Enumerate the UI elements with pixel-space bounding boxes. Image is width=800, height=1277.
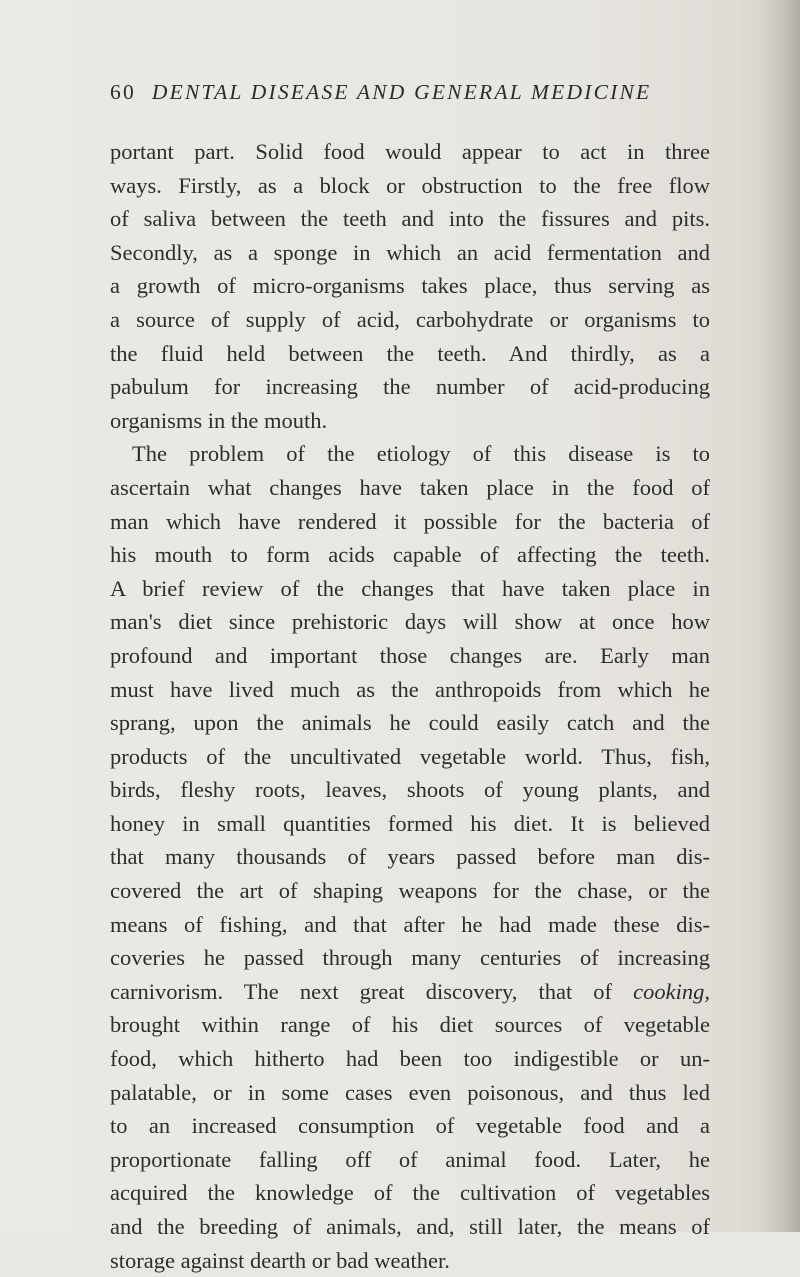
text-line: brought within range of his diet sources of vegetable <box>110 1012 710 1038</box>
text-fragment: carnivorism. The next great discovery, that of <box>110 978 613 1004</box>
text-line: birds, fleshy roots, leaves, shoots of young plants, and <box>110 777 710 803</box>
text-line: food, which hitherto had been too indigestible or un- <box>110 1046 710 1072</box>
text-line: and the breeding of animals, and, still later, the means of <box>110 1214 710 1239</box>
text-line: pabulum for increasing the number of acid-producing <box>110 374 710 400</box>
text-line: A brief review of the changes that have taken place in <box>110 575 710 601</box>
text-line-with-italic <box>110 975 710 1009</box>
text-line: a source of supply of acid, carbohydrate or organisms to <box>110 306 710 332</box>
text-line: man's diet since prehistoric days will show at once how <box>110 609 710 635</box>
text-line: must have lived much as the anthropoids from which he <box>110 676 710 702</box>
body-text <box>110 135 710 1277</box>
text-line: to an increased consumption of vegetable food and a <box>110 1113 710 1139</box>
text-line: proportionate falling off of animal food. Later, he <box>110 1146 710 1172</box>
text-line: that many thousands of years passed before man dis- <box>110 844 710 870</box>
page-number: 60 <box>110 80 136 104</box>
page-edge-shadow <box>760 0 800 1232</box>
running-head-title: DENTAL DISEASE AND GENERAL MEDICINE <box>151 80 652 104</box>
text-line: coveries he passed through many centuries of increasing <box>110 945 710 971</box>
text-line: palatable, or in some cases even poisonous, and thus led <box>110 1079 710 1105</box>
text-line: covered the art of shaping weapons for the chase, or the <box>110 878 710 904</box>
text-line: ways. Firstly, as a block or obstruction to the free flow <box>110 172 710 198</box>
running-head <box>110 80 710 120</box>
text-line: storage against dearth or bad weather. <box>110 1247 450 1273</box>
text-line: products of the uncultivated vegetable world. Thus, fish, <box>110 743 710 769</box>
text-line: man which have rendered it possible for the bacteria of <box>110 508 710 534</box>
text-line: a growth of micro-organisms takes place, thus serving as <box>110 273 710 299</box>
text-line: honey in small quantities formed his diet. It is believed <box>110 810 710 836</box>
text-line: acquired the knowledge of the cultivation of vegetables <box>110 1180 710 1206</box>
text-line: sprang, upon the animals he could easily catch and the <box>110 710 710 736</box>
text-line: Secondly, as a sponge in which an acid fermentation and <box>110 239 710 265</box>
text-line: means of fishing, and that after he had made these dis- <box>110 911 710 937</box>
text-line: ascertain what changes have taken place in the food of <box>110 474 710 500</box>
text-line: organisms in the mouth. <box>110 407 328 433</box>
text-line: The problem of the etiology of this disease is to <box>132 441 710 467</box>
text-line: profound and important those changes are. Early man <box>110 642 710 668</box>
italic-word: cooking, <box>633 978 710 1004</box>
text-line: portant part. Solid food would appear to act in three <box>110 139 710 164</box>
text-line: his mouth to form acids capable of affecting the teeth. <box>110 542 710 568</box>
text-line: the fluid held between the teeth. And thirdly, as a <box>110 340 710 366</box>
text-line: of saliva between the teeth and into the fissures and pits. <box>110 206 710 232</box>
